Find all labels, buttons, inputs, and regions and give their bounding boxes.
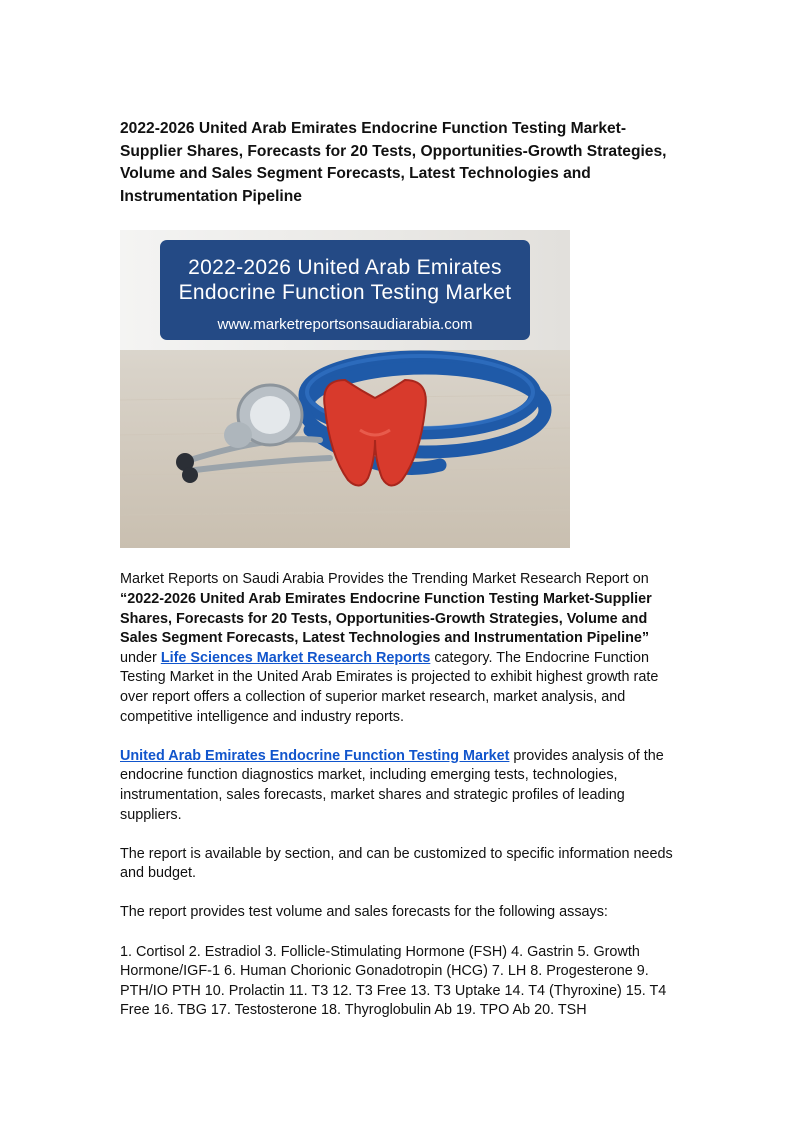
intro-under: under	[120, 649, 161, 666]
report-title: 2022-2026 United Arab Emirates Endocrine Function Testing Market-Supplier Shares, Forecasts for 20 Tests, Opportunities-Growth Strategies, Volume and Sales Segment Forecasts, Latest Technologies and Instrumentation Pipeline	[120, 120, 667, 205]
banner-line-1: 2022-2026 United Arab Emirates	[188, 256, 502, 280]
intro-lead: Market Reports on Saudi Arabia Provides the Trending Market Research Report on	[120, 571, 649, 588]
banner-url: www.marketreportsonsaudiarabia.com	[217, 316, 473, 334]
analysis-rest: provides analysis of the endocrine function diagnostics market, including emerging tests, technologies, instrumentation, sales forecasts, market shares and strategic profiles of leading suppliers.	[120, 747, 664, 823]
report-banner	[160, 240, 530, 340]
hero-image	[120, 230, 570, 548]
analysis-paragraph	[120, 747, 680, 825]
assay-list: 1. Cortisol 2. Estradiol 3. Follicle-Stimulating Hormone (FSH) 4. Gastrin 5. Growth Hormone/IGF-1 6. Human Chorionic Gonadotropin (HCG) 7. LH 8. Progesterone 9. PTH/IO PTH 10. Prolactin 11. T3 12. T3 Free 13. T3 Uptake 14. T4 (Thyroxine) 15. T4 Free 16. TBG 17. Testosterone 18. Thyroglobulin Ab 19. TPO Ab 20. TSH	[120, 943, 667, 1019]
banner-line-2: Endocrine Function Testing Market	[178, 281, 512, 305]
intro-paragraph	[120, 570, 680, 727]
document-page	[120, 118, 680, 1021]
intro-quoted-title: “2022-2026 United Arab Emirates Endocrine Function Testing Market-Supplier Shares, Forecasts for 20 Tests, Opportunities-Growth Strategies, Volume and Sales Segment Forecasts, Latest Technologies and Instrumentation Pipeline”	[120, 590, 652, 647]
uae-endocrine-market-link[interactable]: United Arab Emirates Endocrine Function Testing Market	[120, 747, 510, 764]
availability-paragraph: The report is available by section, and can be customized to specific information needs and budget.	[120, 845, 673, 882]
intro-rest: category. The Endocrine Function Testing Market in the United Arab Emirates is projected to exhibit highest growth rate over report offers a collection of superior market research, market analysis, and competitive intelligence and industry reports.	[120, 649, 659, 725]
life-sciences-link[interactable]: Life Sciences Market Research Reports	[160, 649, 431, 666]
forecast-intro-paragraph: The report provides test volume and sales forecasts for the following assays:	[120, 904, 608, 921]
